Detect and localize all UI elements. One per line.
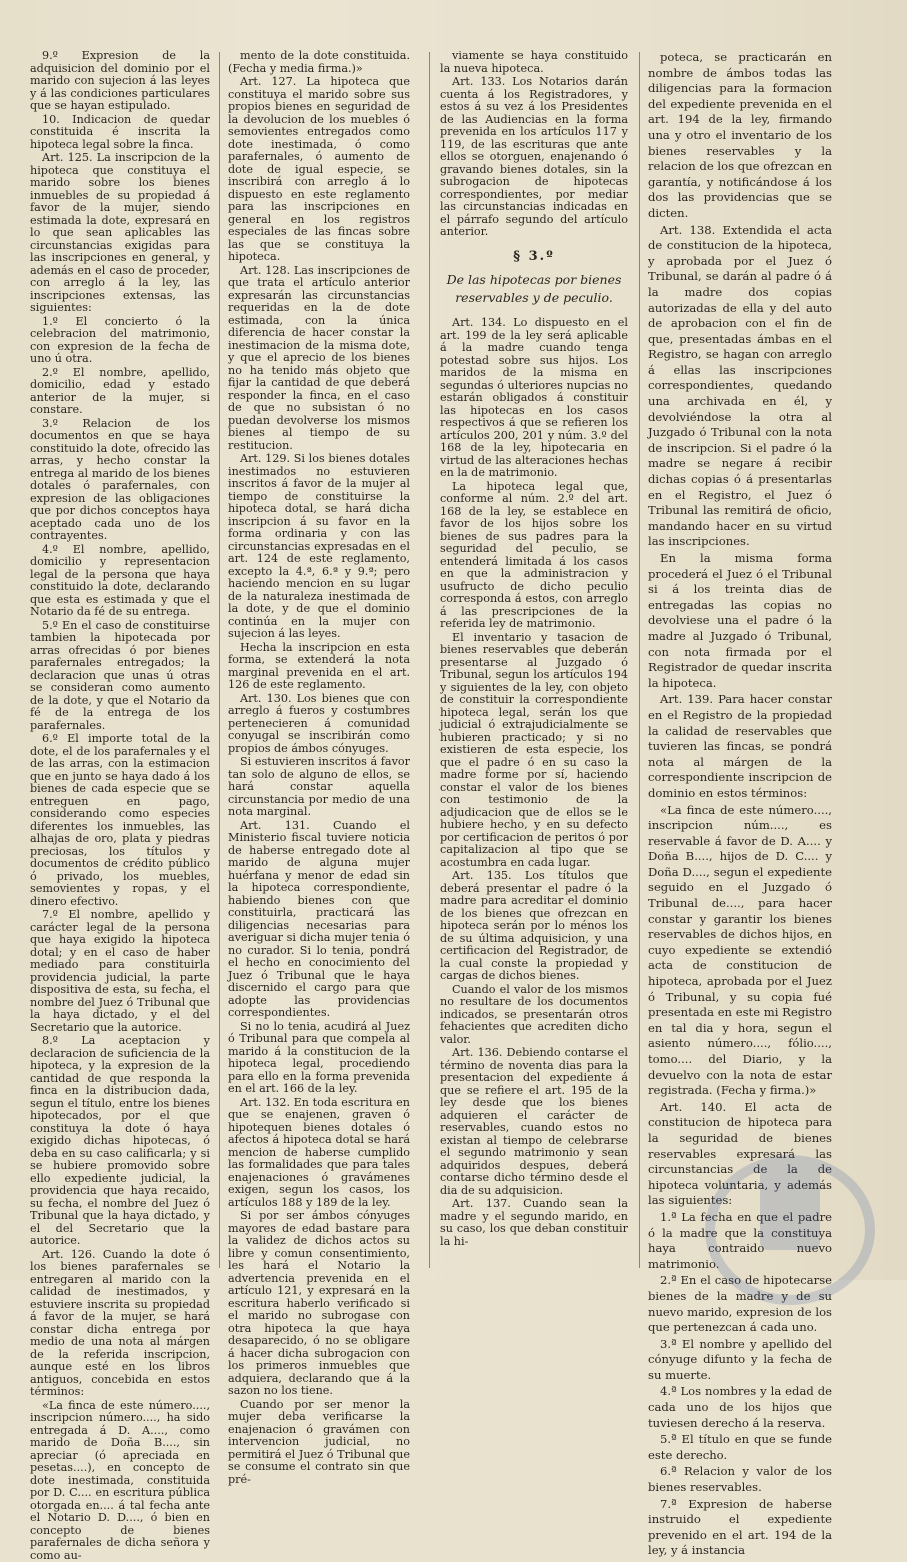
paragraph: En la misma forma procederá el Juez ó el Tribunal si á los treinta dias de entregadas las copias no devolviese una el padre ó la madre al Juzgado ó Tribunal, con nota firmada por el Registrador de quedar inscrita la hipoteca. <box>648 551 832 691</box>
paragraph: El inventario y tasacion de bienes reservables que deberán presentarse al Juzgado ó Tribunal, segun los artículos 194 y siguientes de la ley, con objeto de constituir la correspondiente hipoteca legal, serán los que judicial ó extrajudicialmente se hubieren practicado; y si no existieren de esta especie, los que el padre ó en su caso la madre forme por sí, haciendo constar el valor de los bienes con testimonio de la adjudicacion que de ellos se le hubiere hecho, y en su defecto por certificacion de peritos ó por capitalizacion al tipo que se acostumbra en cada lugar. <box>440 632 628 870</box>
paragraph: viamente se haya constituido la nueva hipoteca. <box>440 50 628 75</box>
paragraph: Cuando por ser menor la mujer deba verificarse la enajenacion ó gravámen con intervencion judicial, no permitirá el Juez ó Tribunal que se consume el contrato sin que pré- <box>228 1399 410 1487</box>
paragraph: Art. 126. Cuando la dote ó los bienes parafernales se entregaren al marido con la calidad de inestimados, y estuviere inscrita su propiedad á favor de la mujer, se hará constar dicha entrega por medio de una nota al márgen de la referida inscripcion, aunque esté en los libros antiguos, concebida en estos términos: <box>30 1249 210 1399</box>
text-column-4 <box>648 50 832 1270</box>
paragraph: 3.ª El nombre y apellido del cónyuge difunto y la fecha de su muerte. <box>648 1337 832 1384</box>
paragraph: Art. 137. Cuando sean la madre y el segundo marido, en su caso, los que deban constituir la hi- <box>440 1198 628 1248</box>
paragraph: Hecha la inscripcion en esta forma, se extenderá la nota marginal prevenida en el art. 126 de este reglamento. <box>228 642 410 692</box>
paragraph: Art. 133. Los Notarios darán cuenta á los Registradores, y estos á su vez á los Presidentes de las Audiencias en la forma prevenida en los artículos 117 y 119, de las escrituras que ante ellos se otorguen, enajenando ó gravando bienes dotales, sin la subrogacion de hipotecas correspondientes, por mediar las circunstancias indicadas en el párrafo segundo del artículo anterior. <box>440 76 628 239</box>
paragraph: Art. 127. La hipoteca que constituya el marido sobre sus propios bienes en seguridad de la devolucion de los muebles ó semovientes entregados como dote inestimada, ó como parafernales, ó aumento de dote de igual especie, se inscribirá con arreglo á lo dispuesto en este reglamento para las inscripciones en general en los registros especiales de las fincas sobre las que se constituya la hipoteca. <box>228 76 410 264</box>
paragraph: Art. 130. Los bienes que con arreglo á fueros y costumbres pertenecieren á comunidad conyugal se inscribirán como propios de ámbos cónyuges. <box>228 693 410 756</box>
paragraph: Art. 135. Los títulos que deberá presentar el padre ó la madre para acreditar el dominio de los bienes que ofrezcan en hipoteca serán por lo ménos los de su última adquisicion, y una certificacion del Registrador, de la cual conste la propiedad y cargas de dichos bienes. <box>440 870 628 983</box>
paragraph: «La finca de este número...., inscripcion núm...., es reservable á favor de D. A.... y Doña B...., hijos de D. C.... y Doña D...., segun el expediente seguido en el Juzgado ó Tribunal de...., para hacer constar y garantir los bienes reservables de dichos hijos, en cuyo expediente se extendió acta de constitucion de hipoteca, aprobada por el Juez ó Tribunal, y su copia fué presentada en este mi Registro en tal dia y hora, segun el asiento número...., fólio...., tomo.... del Diario, y la devuelvo con la nota de estar registrada. (Fecha y firma.)» <box>648 803 832 1099</box>
paragraph: poteca, se practicarán en nombre de ámbos todas las diligencias para la formacion del expediente prevenida en el art. 194 de la ley, firmando una y otro el inventario de los bienes reservables y la relacion de los que ofrezcan en garantía, y notificándose á los dos las providencias que se dicten. <box>648 50 832 222</box>
paragraph: Si por ser ámbos cónyuges mayores de edad bastare para la validez de dichos actos su libre y comun consentimiento, les hará el Notario la advertencia prevenida en el artículo 121, y expresará en la escritura haberlo verificado si el marido no subrogase con otra hipoteca la que haya desaparecido, ó no se obligare á hacer dicha subrogacion con los primeros inmuebles que adquiera, declarando que á la sazon no los tiene. <box>228 1210 410 1398</box>
paragraph: 6.º El importe total de la dote, el de los parafernales y el de las arras, con la estimacion que en junto se haya dado á los bienes de cada especie que se entreguen en pago, considerando como especies diferentes los inmuebles, las alhajas de oro, plata y piedras preciosas, los títulos y documentos de crédito público ó privado, los muebles, semovientes y ropas, y el dinero efectivo. <box>30 733 210 908</box>
paragraph: Art. 138. Extendida el acta de constitucion de la hipoteca, y aprobada por el Juez ó Tribunal, se darán al padre ó á la madre dos copias autorizadas de ella y del auto de aprobacion con el fin de que, presentadas ámbas en el Registro, se hagan con arreglo á ellas las inscripciones correspondientes, quedando una archivada en él, y devolviéndose la otra al Juzgado ó Tribunal con la nota de inscripcion. Si el padre ó la madre se negare á recibir dichas copias ó á presentarlas en el Registro, el Juez ó Tribunal las remitirá de oficio, mandando hacer en su virtud las inscripciones. <box>648 223 832 550</box>
paragraph: 2.ª En el caso de hipotecarse bienes de la madre y de su nuevo marido, expresion de los que pertenezcan á cada uno. <box>648 1273 832 1335</box>
paragraph: Cuando el valor de los mismos no resultare de los documentos indicados, se presentarán otros fehacientes que acrediten dicho valor. <box>440 984 628 1047</box>
paragraph: 6.ª Relacion y valor de los bienes reservables. <box>648 1464 832 1495</box>
paragraph: La hipoteca legal que, conforme al núm. 2.º del art. 168 de la ley, se establece en favor de los hijos sobre los bienes de sus padres para la seguridad del peculio, se entenderá limitada á los casos en que la administracion y usufructo de dicho peculio corresponda á estos, con arreglo á las prescripciones de la referida ley de matrimonio. <box>440 481 628 631</box>
column-divider <box>219 52 220 1268</box>
paragraph: Si estuvieren inscritos á favor tan solo de alguno de ellos, se hará constar aquella circunstancia por medio de una nota marginal. <box>228 756 410 819</box>
section-title: § 3.º <box>440 251 628 264</box>
text-column-1 <box>30 50 210 1270</box>
paragraph: Art. 125. La inscripcion de la hipoteca que constituya el marido sobre los bienes inmuebles de su propiedad á favor de la mujer, siendo estimada la dote, expresará en lo que sean aplicables las circunstancias exigidas para las inscripciones en general, y además en el caso de proceder, con arreglo á la ley, las inscripciones extensas, las siguientes: <box>30 152 210 315</box>
paragraph: «La finca de este número...., inscripcion número...., ha sido entregada á D. A...., como marido de Doña B...., sin apreciar (ó apreciada en pesetas....), en concepto de dote inestimada, constituida por D. C.... en escritura pública otorgada en.... á tal fecha ante el Notario D. D...., ó bien en concepto de bienes parafernales de dicha señora y como au- <box>30 1400 210 1562</box>
paragraph: 8.º La aceptacion y declaracion de suficiencia de la hipoteca, y la expresion de la cantidad de que responda la finca en la distribucion dada, segun el título, entre los bienes hipotecados, por el que constituya la dote ó haya exigido dichas hipotecas, ó deba en su caso calificarla; y si se hubiere promovido sobre ello expediente judicial, la providencia que haya recaido, su fecha, el nombre del Juez ó Tribunal que la haya dictado, y el del Secretario que la autorice. <box>30 1035 210 1248</box>
paragraph: 7.ª Expresion de haberse instruido el expediente prevenido en el art. 194 de la ley, y á instancia <box>648 1497 832 1559</box>
text-column-3 <box>440 50 628 1270</box>
paragraph: 10. Indicacion de quedar constituida é inscrita la hipoteca legal sobre la finca. <box>30 114 210 152</box>
paragraph: 4.º El nombre, apellido, domicilio y representacion legal de la persona que haya constituido la dote, declarando que esta es estimada y que el Notario da fé de su entrega. <box>30 544 210 619</box>
text-column-2 <box>228 50 410 1270</box>
paragraph: Art. 139. Para hacer constar en el Registro de la propiedad la calidad de reservables que tuvieren las fincas, se pondrá nota al márgen de la correspondiente inscripcion de dominio en estos términos: <box>648 692 832 801</box>
paragraph: 5.º En el caso de constituirse tambien la hipotecada por arras ofrecidas ó por bienes parafernales entregados; la declaracion que unas ú otras se consideran como aumento de la dote, y que el Notario da fé de la entrega de los parafernales. <box>30 620 210 733</box>
paragraph: Art. 140. El acta de constitucion de hipoteca para la seguridad de bienes reservables expresará las circunstancias de la de hipoteca voluntaria, y además las siguientes: <box>648 1100 832 1209</box>
paragraph: Art. 134. Lo dispuesto en el art. 199 de la ley será aplicable á la madre cuando tenga potestad sobre sus hijos. Los maridos de la misma en segundas ó ulteriores nupcias no estarán obligados á constituir las hipotecas en los casos respectivos á que se refieren los artículos 200, 201 y núm. 3.º del 168 de la ley, hipotecaria en virtud de las alteraciones hechas en la de matrimonio. <box>440 317 628 480</box>
paragraph: Art. 131. Cuando el Ministerio fiscal tuviere noticia de haberse entregado dote al marido de alguna mujer huérfana y menor de edad sin la hipoteca correspondiente, habiendo bienes con que constituirla, practicará las diligencias necesarias para averiguar si dicha mujer tenia ó no curador. Si lo tenia, pondrá el hecho en conocimiento del Juez ó Tribunal que le haya discernido el cargo para que adopte las providencias correspondientes. <box>228 820 410 1020</box>
paragraph: 3.º Relacion de los documentos en que se haya constituido la dote, ofrecido las arras, y hecho constar la entrega al marido de los bienes dotales ó parafernales, con expresion de las obligaciones que por dichos conceptos haya aceptado cada uno de los contrayentes. <box>30 418 210 543</box>
paragraph: Art. 132. En toda escritura en que se enajenen, graven ó hipotequen bienes dotales ó afectos á hipoteca dotal se hará mencion de haberse cumplido las formalidades que para tales enajenaciones ó gravámenes exigen, segun los casos, los artículos 188 y 189 de la ley. <box>228 1097 410 1210</box>
column-divider <box>429 52 430 1268</box>
paragraph: 2.º El nombre, apellido, domicilio, edad y estado anterior de la mujer, si constare. <box>30 367 210 417</box>
paragraph: 5.ª El título en que se funde este derecho. <box>648 1432 832 1463</box>
section-subtitle: De las hipotecas por bienes reservables y de peculio. <box>440 271 628 307</box>
paragraph: 1.º El concierto ó la celebracion del matrimonio, con expresion de la fecha de uno ú otra. <box>30 316 210 366</box>
paragraph: Art. 129. Si los bienes dotales inestimados no estuvieren inscritos á favor de la mujer al tiempo de constituirse la hipoteca dotal, se hará dicha inscripcion á su favor en la forma ordinaria y con las circunstancias expresadas en el art. 124 de este reglamento, excepto la 4.ª, 6.ª y 9.ª; pero haciendo mencion en su lugar de la naturaleza inestimada de la dote, y de que el dominio continúa en la mujer con sujecion á las leyes. <box>228 453 410 641</box>
column-divider <box>639 52 640 1268</box>
paragraph: Art. 128. Las inscripciones de que trata el artículo anterior expresarán las circunstancias requeridas en la de dote estimada, con la única diferencia de hacer constar la inestimacion de la misma dote, y que el aprecio de los bienes no ha tenido más objeto que fijar la cantidad de que deberá responder la finca, en el caso de que no subsistan ó no puedan devolverse los mismos bienes al tiempo de su restitucion. <box>228 265 410 453</box>
paragraph: Art. 136. Debiendo contarse el término de noventa dias para la presentacion del expediente á que se refiere el art. 195 de la ley desde que los bienes adquieren el carácter de reservables, cuando estos no existan al tiempo de celebrarse el segundo matrimonio y sean adquiridos despues, deberá contarse dicho término desde el dia de su adquisicion. <box>440 1047 628 1197</box>
paragraph: 1.ª La fecha en que el padre ó la madre que la constituya haya contraido nuevo matrimonio. <box>648 1210 832 1272</box>
paragraph: 9.º Expresion de la adquisicion del dominio por el marido con sujecion á las leyes y á las condiciones particulares que se hayan estipulado. <box>30 50 210 113</box>
paragraph: mento de la dote constituida. (Fecha y media firma.)» <box>228 50 410 75</box>
library-stamp-icon <box>700 1120 880 1270</box>
paragraph: 7.º El nombre, apellido y carácter legal de la persona que haya exigido la hipoteca dotal; y en el caso de haber mediado para constituirla providencia judicial, la parte dispositiva de esta, su fecha, el nombre del Juez ó Tribunal que la haya dictado, y el del Secretario que la autorice. <box>30 909 210 1034</box>
paragraph: 4.ª Los nombres y la edad de cada uno de los hijos que tuviesen derecho á la reserva. <box>648 1384 832 1431</box>
paragraph: Si no lo tenia, acudirá al Juez ó Tribunal para que compela al marido á la constitucion de la hipoteca legal, procediendo para ello en la forma prevenida en el art. 166 de la ley. <box>228 1021 410 1096</box>
